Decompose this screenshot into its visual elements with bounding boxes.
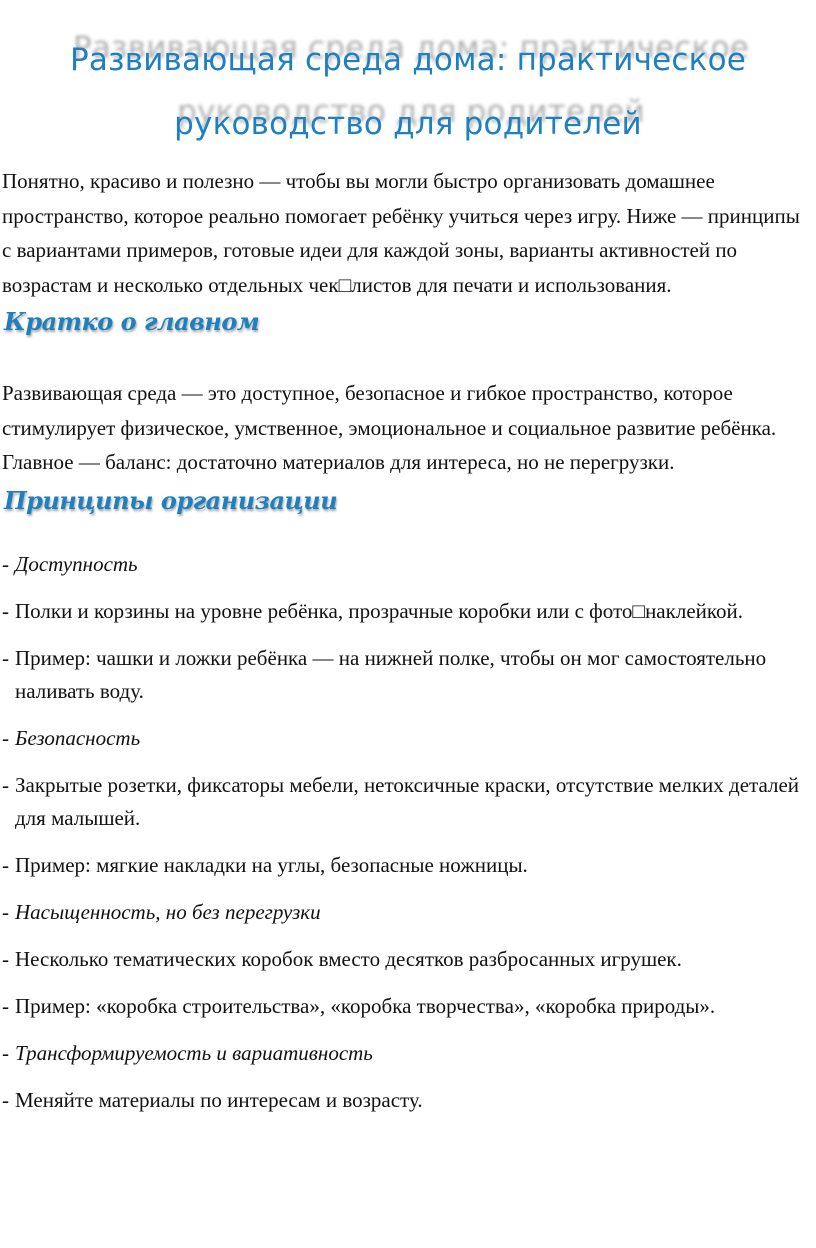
list-bullet: - (2, 598, 9, 623)
principles-list (0, 548, 816, 1117)
list-bullet: - (2, 1040, 9, 1065)
list-item-text: Меняйте материалы по интересам и возрасту. (15, 1087, 423, 1112)
list-item-text: Трансформируемость и вариативность (15, 1040, 373, 1065)
principle-category-flexibility (2, 1037, 806, 1070)
page-title: Развивающая среда дома: практическое руководство для родителей (69, 42, 747, 142)
list-item (2, 769, 806, 835)
list-item-text: Безопасность (15, 725, 141, 750)
principles-heading: Принципы организации (4, 485, 338, 515)
list-item (2, 943, 806, 976)
summary-paragraph: Развивающая среда — это доступное, безопасное и гибкое пространство, которое стимулирует физическое, умственное, эмоциональное и социальное развитие ребёнка. Главное — баланс: достаточно материалов для интереса, но не перегрузки. (2, 381, 777, 474)
list-bullet: - (2, 946, 9, 971)
list-item-text: Закрытые розетки, фиксаторы мебели, нетоксичные краски, отсутствие мелких деталей для малышей. (15, 772, 800, 830)
list-item-text: Пример: мягкие накладки на углы, безопасные ножницы. (15, 852, 528, 877)
principle-category-safety (2, 722, 806, 755)
list-bullet: - (2, 1087, 9, 1112)
list-item-text: Пример: «коробка строительства», «коробка творчества», «коробка природы». (15, 993, 716, 1018)
list-bullet: - (2, 993, 9, 1018)
principle-category-accessibility (2, 548, 806, 581)
list-bullet: - (2, 899, 9, 924)
list-bullet: - (2, 772, 9, 797)
list-item-text: Несколько тематических коробок вместо десятков разбросанных игрушек. (15, 946, 682, 971)
list-item (2, 642, 806, 708)
list-bullet: - (2, 725, 9, 750)
list-item-text: Насыщенность, но без перегрузки (15, 899, 321, 924)
list-bullet: - (2, 551, 9, 576)
list-bullet: - (2, 852, 9, 877)
list-item (2, 849, 806, 882)
list-item-text: Доступность (15, 551, 138, 576)
list-item-text: Пример: чашки и ложки ребёнка — на нижней полке, чтобы он мог самостоятельно наливать воду. (15, 645, 767, 703)
list-item (2, 595, 806, 628)
principle-category-richness (2, 896, 806, 929)
list-item (2, 990, 806, 1023)
list-bullet: - (2, 645, 9, 670)
intro-paragraph: Понятно, красиво и полезно — чтобы вы могли быстро организовать домашнее пространство, которое реально помогает ребёнку учиться через игру. Ниже — принципы с вариантами примеров, готовые идеи для каждой зоны, варианты активностей по возрастам и несколько отдельных чек□листов для печати и использования. (2, 169, 800, 297)
summary-heading: Кратко о главном (4, 307, 260, 336)
list-item (2, 1084, 806, 1117)
list-item-text: Полки и корзины на уровне ребёнка, прозрачные коробки или с фото□наклейкой. (15, 598, 743, 623)
